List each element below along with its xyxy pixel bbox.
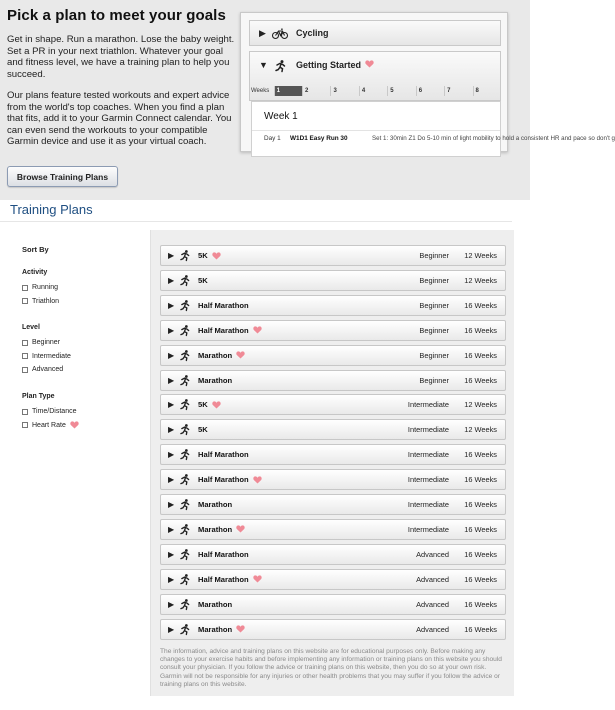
browse-training-plans-button[interactable]: Browse Training Plans [7,166,118,187]
plan-duration: 16 Weeks [464,524,497,534]
runner-icon [180,350,190,361]
plan-row[interactable] [160,544,506,565]
preview-row-label: Cycling [296,28,329,38]
plan-level: Intermediate [407,450,449,460]
filter-group-activity [22,269,59,308]
filter-option-label: Heart Rate [32,421,66,429]
filter-option-label: Running [32,284,59,292]
plan-duration: 12 Weeks [464,400,497,410]
plan-row[interactable] [160,569,506,590]
runner-icon [180,549,190,560]
chevron-down-icon: ▼ [259,60,268,70]
bicycle-icon [272,27,288,39]
workout-name: W1D1 Easy Run 30 [290,135,348,142]
play-arrow-icon: ▶ [168,275,175,285]
plan-name: Half Marathon [198,300,249,310]
week-tab[interactable]: 1 [274,86,302,96]
filter-option-time-distance[interactable] [22,405,79,419]
plan-name: 5K [198,425,208,435]
runner-icon [180,599,190,610]
weeks-bar [251,85,501,97]
heart-icon [236,351,245,359]
plan-row[interactable] [160,619,506,640]
play-arrow-icon: ▶ [168,624,175,634]
hero-intro-text: Get in shape. Run a marathon. Lose the baby weight. Set a PR in your next triathlon. Whatever your goal and fitness level, we have a training plan to help you succeed. [7,34,235,80]
plan-row[interactable] [160,245,506,266]
play-arrow-icon: ▶ [168,300,175,310]
checkbox[interactable] [22,298,28,304]
runner-icon [180,624,190,635]
plan-row[interactable] [160,345,506,366]
plan-preview-card [240,12,615,152]
hero-description-text: Our plans feature tested workouts and expert advice from the world's top coaches. When you find a plan that fits, add it to your Garmin Connect calendar. You can even send the workouts to your compatible Garmin device and use it as your virtual coach. [7,90,232,148]
plan-duration: 16 Weeks [464,475,497,485]
plan-name: 5K [198,400,208,410]
plan-level: Beginner [419,350,449,360]
filter-option-label: Intermediate [32,352,71,360]
filter-group-title: Level [22,324,40,331]
week-tab[interactable]: 3 [330,86,358,96]
filter-group-level [22,324,71,377]
plan-duration: 12 Weeks [464,425,497,435]
plan-level: Intermediate [407,475,449,485]
plan-name: 5K [198,275,208,285]
play-arrow-icon: ▶ [168,325,175,335]
runner-icon [272,60,288,72]
plan-duration: 16 Weeks [464,599,497,609]
plan-level: Beginner [419,275,449,285]
week-title: Week 1 [264,111,298,122]
plan-row[interactable] [160,519,506,540]
week-panel [251,101,615,157]
plan-duration: 16 Weeks [464,450,497,460]
plan-level: Intermediate [407,425,449,435]
hero-section [0,0,615,200]
preview-row-label: Getting Started [296,60,362,70]
plan-level: Beginner [419,375,449,385]
runner-icon [180,375,190,386]
sort-by-label: Sort By [22,245,49,254]
plan-name: Marathon [198,500,233,509]
plan-level: Intermediate [407,500,449,509]
plan-name: Marathon [198,599,233,609]
play-arrow-icon: ▶ [168,599,175,609]
plan-row[interactable] [160,594,506,615]
heart-icon [236,625,245,633]
plan-duration: 12 Weeks [464,275,497,285]
runner-icon [180,300,190,311]
filter-option-triathlon[interactable] [22,295,59,309]
runner-icon [180,474,190,485]
plan-level: Advanced [416,549,449,559]
runner-icon [180,325,190,336]
plan-name: 5K [198,251,208,260]
plan-row[interactable] [160,320,506,341]
play-arrow-icon: ▶ [168,574,175,584]
week-tab[interactable]: 8 [473,86,501,96]
plan-duration: 16 Weeks [464,350,497,360]
plan-row[interactable] [160,444,506,465]
plan-row[interactable] [160,295,506,316]
play-arrow-icon: ▶ [168,500,175,509]
play-arrow-icon: ▶ [168,524,175,534]
play-arrow-icon: ▶ [168,425,175,435]
week-tab[interactable]: 5 [387,86,415,96]
plan-duration: 16 Weeks [464,549,497,559]
week-tab[interactable]: 2 [302,86,330,96]
plan-name: Marathon [198,524,233,534]
filter-group-title: Plan Type [22,393,55,400]
plan-name: Half Marathon [198,574,249,584]
filter-option-label: Advanced [32,366,64,374]
runner-icon [180,499,190,510]
play-arrow-icon: ▶ [168,400,175,410]
runner-icon [180,524,190,535]
plan-row[interactable] [160,494,506,515]
play-arrow-icon: ▶ [168,251,175,260]
play-arrow-icon: ▶ [168,450,175,460]
plan-name: Half Marathon [198,475,249,485]
plan-row[interactable] [160,469,506,490]
plan-duration: 12 Weeks [464,251,497,260]
plan-row[interactable] [160,394,506,415]
heart-icon [253,476,262,484]
checkbox[interactable] [22,422,28,428]
runner-icon [180,574,190,585]
runner-icon [180,250,190,261]
checkbox[interactable] [22,409,28,415]
plan-level: Beginner [419,251,449,260]
plan-level: Beginner [419,300,449,310]
plan-duration: 16 Weeks [464,325,497,335]
week-tab[interactable]: 6 [416,86,444,96]
day-label: Day 1 [264,135,281,142]
week-tab[interactable]: 7 [444,86,472,96]
filter-option-beginner[interactable] [22,336,71,350]
plan-name: Marathon [198,375,233,385]
weeks-label: Weeks [251,88,270,94]
runner-icon [180,275,190,286]
heart-icon [253,326,262,334]
runner-icon [180,424,190,435]
divider [252,130,500,131]
filter-option-label: Triathlon [32,297,59,305]
plan-name: Half Marathon [198,549,249,559]
filter-option-advanced[interactable] [22,363,71,377]
play-arrow-icon: ▶ [168,375,175,385]
plan-row[interactable] [160,370,506,391]
filter-option-running[interactable] [22,281,59,295]
filter-group-plan-type [22,393,79,432]
heart-icon [253,575,262,583]
week-tab[interactable]: 4 [359,86,387,96]
workout-set-text: Set 1: 30min Z1 Do 5-10 min of light mobility to hold a consistent HR and pace so don't g [372,135,615,142]
plan-duration: 16 Weeks [464,624,497,634]
filter-group-title: Activity [22,269,48,276]
play-arrow-icon: ▶ [168,475,175,485]
plan-duration: 16 Weeks [464,300,497,310]
checkbox[interactable] [22,285,28,291]
play-arrow-icon: ▶ [259,27,266,38]
plan-level: Intermediate [407,524,449,534]
plan-name: Half Marathon [198,450,249,460]
play-arrow-icon: ▶ [168,549,175,559]
filter-option-label: Time/Distance [32,408,77,416]
plan-level: Advanced [416,599,449,609]
heart-icon [70,421,79,429]
plan-duration: 16 Weeks [464,500,497,509]
heart-icon [236,525,245,533]
heart-icon [365,60,374,68]
plan-level: Advanced [416,624,449,634]
runner-icon [180,399,190,410]
filter-option-label: Beginner [32,339,61,347]
training-plans-title: Training Plans [10,202,93,217]
divider [0,221,512,222]
heart-icon [212,252,221,260]
plan-duration: 16 Weeks [464,375,497,385]
preview-row-cycling [249,20,501,46]
plan-name: Half Marathon [198,325,249,335]
checkbox[interactable] [22,353,28,359]
hero-title: Pick a plan to meet your goals [7,7,226,24]
checkbox[interactable] [22,367,28,373]
runner-icon [180,449,190,460]
disclaimer-text: The information, advice and training plans on this website are for educational purposes only. Before making any changes to your exercise habits and before implementing any information or training plans on this website you should consult your physician. If you follow the advice or training plans on this website, then you do so at your own risk. Garmin will not be responsible for any injuries or other health problems that you may suffer if you follow the advice or training plans on this website. [160,648,502,688]
play-arrow-icon: ▶ [168,350,175,360]
plan-level: Beginner [419,325,449,335]
plan-row[interactable] [160,270,506,291]
plan-name: Marathon [198,624,233,634]
plan-name: Marathon [198,350,233,360]
plan-duration: 16 Weeks [464,574,497,584]
plan-level: Advanced [416,574,449,584]
checkbox[interactable] [22,340,28,346]
plan-level: Intermediate [407,400,449,410]
heart-icon [212,401,221,409]
plan-row[interactable] [160,419,506,440]
filter-option-heart-rate[interactable] [22,419,79,433]
filter-option-intermediate[interactable] [22,350,71,364]
